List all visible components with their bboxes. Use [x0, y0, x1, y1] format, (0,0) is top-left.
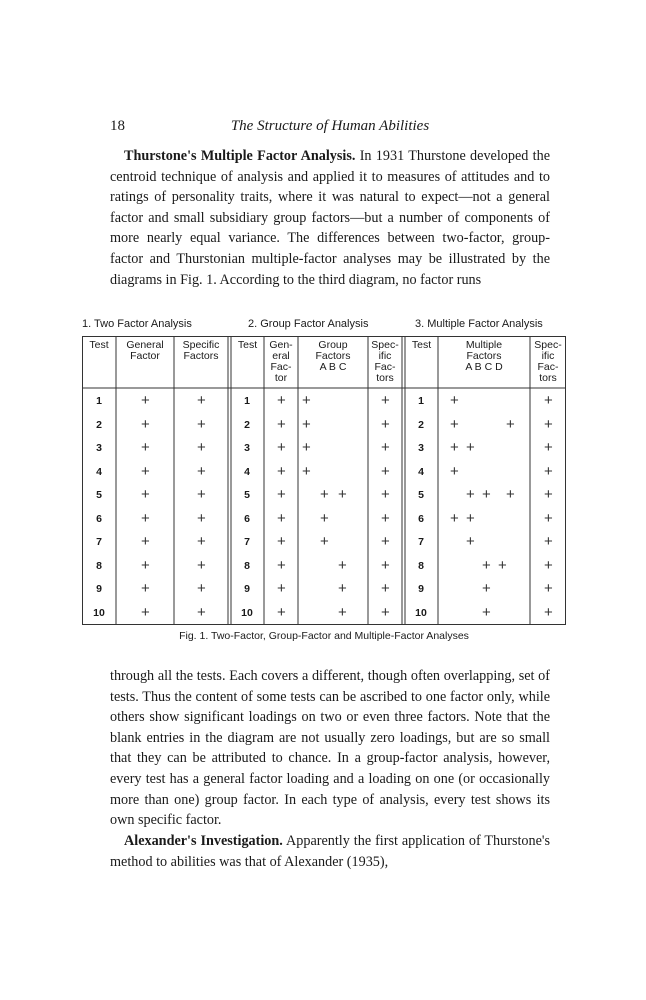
figure-caption: Fig. 1. Two-Factor, Group-Factor and Multiple-Factor Analyses [179, 630, 469, 642]
loading-plus-mark: + [197, 415, 206, 433]
loading-plus-mark: + [197, 533, 206, 550]
test-number-label: 10 [93, 606, 105, 619]
loading-plus-mark: + [338, 580, 347, 597]
loading-plus-mark: + [141, 556, 150, 574]
loading-plus-mark: + [197, 486, 206, 503]
loading-plus-mark: + [544, 556, 553, 574]
loading-plus-mark: + [450, 392, 459, 409]
loading-plus-mark: + [141, 462, 150, 480]
loading-plus-mark: + [277, 462, 286, 480]
test-number-label: 5 [244, 489, 250, 501]
loading-plus-mark: + [197, 580, 206, 597]
loading-plus-mark: + [338, 556, 347, 574]
test-number-label: 10 [415, 606, 427, 619]
loading-plus-mark: + [450, 415, 459, 433]
loading-plus-mark: + [141, 509, 150, 527]
header-test-3: Test [411, 339, 432, 351]
test-number-label: 8 [418, 559, 424, 572]
loading-plus-mark: + [544, 392, 553, 409]
running-title: The Structure of Human Abilities [230, 118, 430, 134]
loading-plus-mark: + [277, 533, 286, 550]
loading-plus-mark: + [277, 556, 286, 574]
paragraph-text: Apparently the first application of Thurstone's method to abilities was that of Alexander (1935), [110, 833, 550, 870]
loading-plus-mark: + [141, 533, 150, 550]
paragraph-text: In 1931 Thurstone developed the centroid technique of analysis and applied it to measures of attitudes and to ratings of personality traits, where it was natural to expect—not a general factor and small subsidiary group factors—but a number of components of more nearly equal variance. The differences between two-factor, group-factor and Thurstonian multiple-factor analyses may be illustrated by the diagrams in Fig. 1. According to the third diagram, no factor runs [110, 148, 550, 288]
loading-plus-mark: + [381, 392, 390, 409]
loading-plus-mark: + [544, 603, 553, 621]
loading-plus-mark: + [141, 439, 150, 456]
loading-plus-mark: + [277, 439, 286, 456]
loading-plus-mark: + [277, 603, 286, 621]
loading-plus-mark: + [506, 486, 515, 503]
loading-plus-mark: + [302, 392, 311, 409]
loading-plus-mark: + [544, 415, 553, 433]
loading-plus-mark: + [381, 533, 390, 550]
loading-plus-mark: + [320, 509, 329, 527]
loading-plus-mark: + [302, 462, 311, 480]
test-number-label: 8 [96, 559, 102, 572]
diagram-grid-lines [82, 336, 566, 626]
test-number-label: 1 [244, 395, 250, 407]
loading-plus-mark: + [320, 533, 329, 550]
loading-plus-mark: + [466, 439, 475, 456]
loading-plus-mark: + [197, 509, 206, 527]
page-number: 18 [110, 118, 125, 134]
loading-plus-mark: + [302, 439, 311, 456]
loading-plus-mark: + [338, 486, 347, 503]
test-number-label: 2 [418, 418, 424, 431]
test-number-label: 1 [418, 395, 424, 407]
header-general-factor: General Factor [126, 339, 164, 362]
diagram-title-group-factor: 2. Group Factor Analysis [248, 318, 369, 330]
test-number-label: 6 [244, 512, 250, 525]
loading-plus-mark: + [544, 439, 553, 456]
test-number-label: 10 [241, 606, 253, 619]
header-test-2: Test [237, 339, 258, 351]
test-number-label: 4 [418, 465, 424, 478]
loading-plus-mark: + [466, 509, 475, 527]
loading-plus-mark: + [381, 580, 390, 597]
header-multiple-factors: Multiple Factors A B C D [465, 339, 503, 373]
loading-plus-mark: + [197, 439, 206, 456]
loading-plus-mark: + [544, 509, 553, 527]
loading-plus-mark: + [381, 509, 390, 527]
test-number-label: 5 [418, 489, 424, 501]
test-number-label: 1 [96, 395, 102, 407]
header-specific-factors-1: Specific Factors [182, 339, 220, 362]
header-test-1: Test [89, 339, 109, 351]
loading-plus-mark: + [141, 415, 150, 433]
factor-diagrams [82, 336, 566, 626]
diagram-title-multiple-factor: 3. Multiple Factor Analysis [415, 318, 543, 330]
loading-plus-mark: + [381, 415, 390, 433]
loading-plus-mark: + [544, 462, 553, 480]
test-number-label: 3 [418, 442, 424, 454]
loading-plus-mark: + [544, 580, 553, 597]
loading-plus-mark: + [381, 462, 390, 480]
loading-plus-mark: + [544, 486, 553, 503]
loading-plus-mark: + [482, 486, 491, 503]
paragraph-continuation: through all the tests. Each covers a different, though often overlapping, set of tests. Thus the content of some tests can be ascribed to one factor only, while others show significant loadings on two or even three factors. Note that the blank entries in the diagram are not usually zero loadings, but are so small that they can be attributed to chance. In a group-factor analysis, however, every test has a general factor loading and a loading on one (or occasionally more than one) group factor. In each type of analysis, every test shows its own specific factor. [110, 668, 550, 829]
paragraph-alexander [110, 831, 550, 872]
loading-plus-mark: + [277, 509, 286, 527]
header-specific-factors-2: Spec- ific Fac- tors [371, 339, 399, 384]
section-heading-thurstone: Thurstone's Multiple Factor Analysis. [124, 148, 356, 164]
page-header [110, 118, 550, 140]
loading-plus-mark: + [197, 392, 206, 409]
loading-plus-mark: + [197, 462, 206, 480]
loading-plus-mark: + [482, 556, 491, 574]
test-number-label: 9 [96, 583, 102, 595]
test-number-label: 3 [96, 442, 102, 454]
test-number-label: 5 [96, 489, 102, 501]
loading-plus-mark: + [197, 556, 206, 574]
section-heading-alexander: Alexander's Investigation. [124, 833, 283, 849]
loading-plus-mark: + [466, 533, 475, 550]
test-number-label: 2 [244, 418, 250, 431]
loading-plus-mark: + [498, 556, 507, 574]
test-number-label: 7 [418, 536, 424, 548]
test-number-label: 3 [244, 442, 250, 454]
loading-plus-mark: + [197, 603, 206, 621]
loading-plus-mark: + [506, 415, 515, 433]
loading-plus-mark: + [381, 439, 390, 456]
loading-plus-mark: + [277, 486, 286, 503]
loading-plus-mark: + [141, 603, 150, 621]
loading-plus-mark: + [277, 415, 286, 433]
loading-plus-mark: + [338, 603, 347, 621]
loading-plus-mark: + [482, 580, 491, 597]
loading-plus-mark: + [381, 486, 390, 503]
test-number-label: 9 [244, 583, 250, 595]
loading-plus-mark: + [482, 603, 491, 621]
loading-plus-mark: + [320, 486, 329, 503]
test-number-label: 4 [96, 465, 102, 478]
loading-plus-mark: + [277, 392, 286, 409]
loading-plus-mark: + [450, 439, 459, 456]
header-general-factor-2: Gen- eral Fac- tor [269, 339, 293, 384]
paragraph-thurstone [110, 146, 550, 290]
test-number-label: 9 [418, 583, 424, 595]
loading-plus-mark: + [302, 415, 311, 433]
header-specific-factors-3: Spec- ific Fac- tors [534, 339, 562, 384]
loading-plus-mark: + [277, 580, 286, 597]
loading-plus-mark: + [381, 603, 390, 621]
test-number-label: 4 [244, 465, 250, 478]
test-number-label: 6 [418, 512, 424, 525]
loading-plus-mark: + [466, 486, 475, 503]
loading-plus-mark: + [450, 509, 459, 527]
loading-plus-mark: + [141, 392, 150, 409]
header-group-factors: Group Factors A B C [315, 339, 351, 373]
test-number-label: 6 [96, 512, 102, 525]
diagram-title-two-factor: 1. Two Factor Analysis [82, 318, 192, 330]
loading-plus-mark: + [381, 556, 390, 574]
loading-plus-mark: + [450, 462, 459, 480]
diagram-titles [82, 318, 564, 334]
test-number-label: 8 [244, 559, 250, 572]
loading-plus-mark: + [141, 486, 150, 503]
test-number-label: 7 [96, 536, 102, 548]
test-number-label: 7 [244, 536, 250, 548]
loading-plus-mark: + [141, 580, 150, 597]
loading-plus-mark: + [544, 533, 553, 550]
test-number-label: 2 [96, 418, 102, 431]
